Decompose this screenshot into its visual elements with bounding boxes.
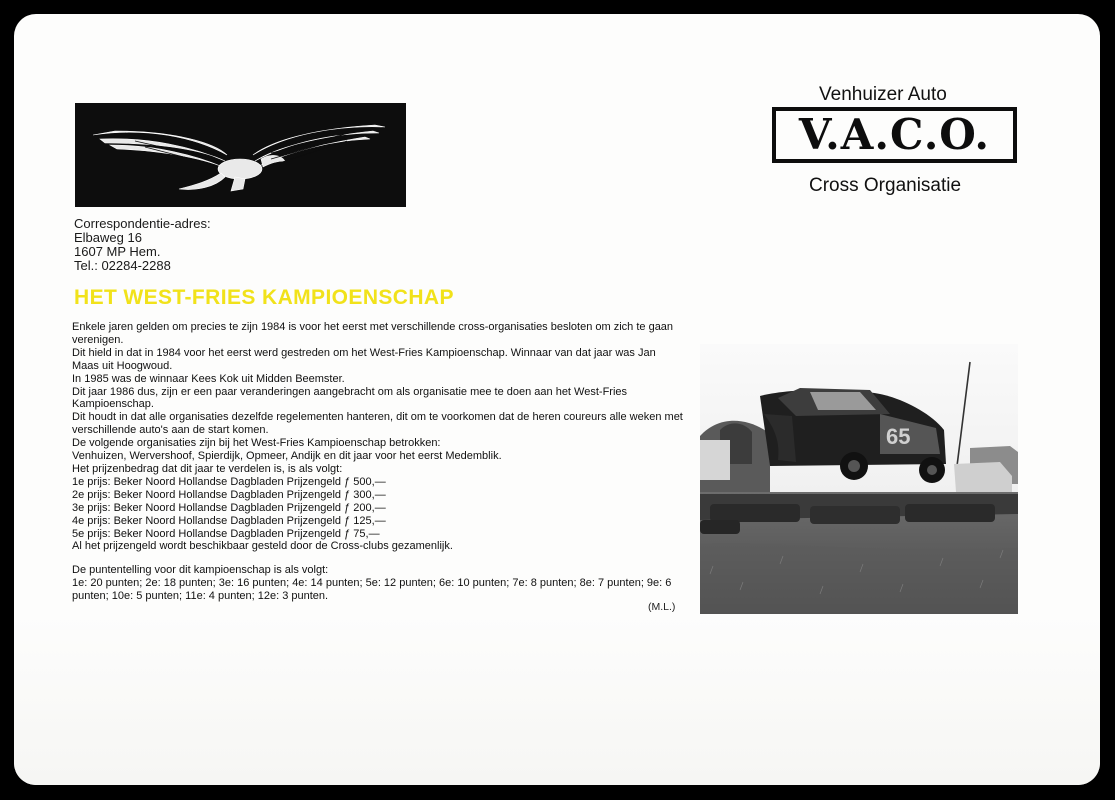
prize-row xyxy=(72,515,684,528)
article-paragraph: Venhuizen, Wervershoof, Spierdijk, Opmeer, Andijk en dit jaar voor het eerst Medemblik. xyxy=(72,450,502,463)
address-label: Correspondentie-adres: xyxy=(74,216,211,231)
prize-amount: ƒ 300,— xyxy=(344,488,386,501)
author-initials: (M.L.) xyxy=(648,601,676,613)
svg-text:65: 65 xyxy=(886,424,911,449)
prize-row xyxy=(72,528,684,541)
vaco-logo: V.A.C.O. xyxy=(798,110,991,159)
prize-label: 4e prijs: Beker Noord Hollandse Dagbladen Prijzengeld xyxy=(72,514,342,527)
article-paragraph: Het prijzenbedrag dat dit jaar te verdelen is, is als volgt: xyxy=(72,462,343,475)
article-title: HET WEST-FRIES KAMPIOENSCHAP xyxy=(74,286,454,309)
prize-label: 5e prijs: Beker Noord Hollandse Dagbladen Prijzengeld xyxy=(72,527,342,540)
eagle-emblem xyxy=(75,103,406,207)
article-paragraph: Dit hield in dat in 1984 voor het eerst werd gestreden om het West-Fries Kampioenschap. Winnaar van dat jaar was Jan Maas uit Hoogwoud. xyxy=(72,346,656,372)
prize-amount: ƒ 125,— xyxy=(344,514,386,527)
article-paragraph: Enkele jaren gelden om precies te zijn 1984 is voor het eerst met verschillende cross-organisaties besloten om zich te gaan verenigen. xyxy=(72,321,674,346)
prize-amount: ƒ 75,— xyxy=(344,527,380,540)
article-paragraph: In 1985 was de winnaar Kees Kok uit Midden Beemster. xyxy=(72,372,345,385)
prize-row xyxy=(72,476,684,489)
race-photo xyxy=(700,344,1018,617)
prize-row xyxy=(72,502,684,515)
address-city: 1607 MP Hem. xyxy=(74,244,161,259)
address-street: Elbaweg 16 xyxy=(74,230,142,245)
prize-label: 1e prijs: Beker Noord Hollandse Dagbladen Prijzengeld xyxy=(72,475,342,488)
article-paragraph: Dit houdt in dat alle organisaties dezelfde regelementen hanteren, dit om te voorkomen dat de heren coureurs alle weken met verschillende auto's aan de start komen. xyxy=(72,411,683,437)
org-top-line: Venhuizer Auto xyxy=(819,84,947,105)
prize-note: Al het prijzengeld wordt beschikbaar gesteld door de Cross-clubs gezamenlijk. xyxy=(72,540,453,553)
vaco-logo-box xyxy=(772,107,1017,163)
prize-label: 2e prijs: Beker Noord Hollandse Dagbladen Prijzengeld xyxy=(72,488,342,501)
org-bottom-line: Cross Organisatie xyxy=(809,175,962,196)
points-intro: De puntentelling voor dit kampioenschap is als volgt: xyxy=(72,564,329,577)
article-paragraph: Dit jaar 1986 dus, zijn er een paar veranderingen aangebracht om als organisatie mee te doen aan het West-Fries Kampioenschap. xyxy=(72,385,628,411)
prize-amount: ƒ 200,— xyxy=(344,501,386,514)
prize-label: 3e prijs: Beker Noord Hollandse Dagbladen Prijzengeld xyxy=(72,501,342,514)
article-body xyxy=(72,321,684,603)
correspondence-address xyxy=(74,217,211,273)
prize-amount: ƒ 500,— xyxy=(344,475,386,488)
document-page xyxy=(14,14,1100,785)
points-list: 1e: 20 punten; 2e: 18 punten; 3e: 16 punten; 4e: 14 punten; 5e: 12 punten; 6e: 10 punten; 7e: 8 punten; 8e: 7 punten; 9e: 6 punten; 10e: 5 punten; 11e: 4 punten; 12e: 3 punten. xyxy=(72,577,672,603)
article-paragraph: De volgende organisaties zijn bij het West-Fries Kampioenschap betrokken: xyxy=(72,437,441,450)
prize-row xyxy=(72,489,684,502)
address-phone: Tel.: 02284-2288 xyxy=(74,258,171,273)
